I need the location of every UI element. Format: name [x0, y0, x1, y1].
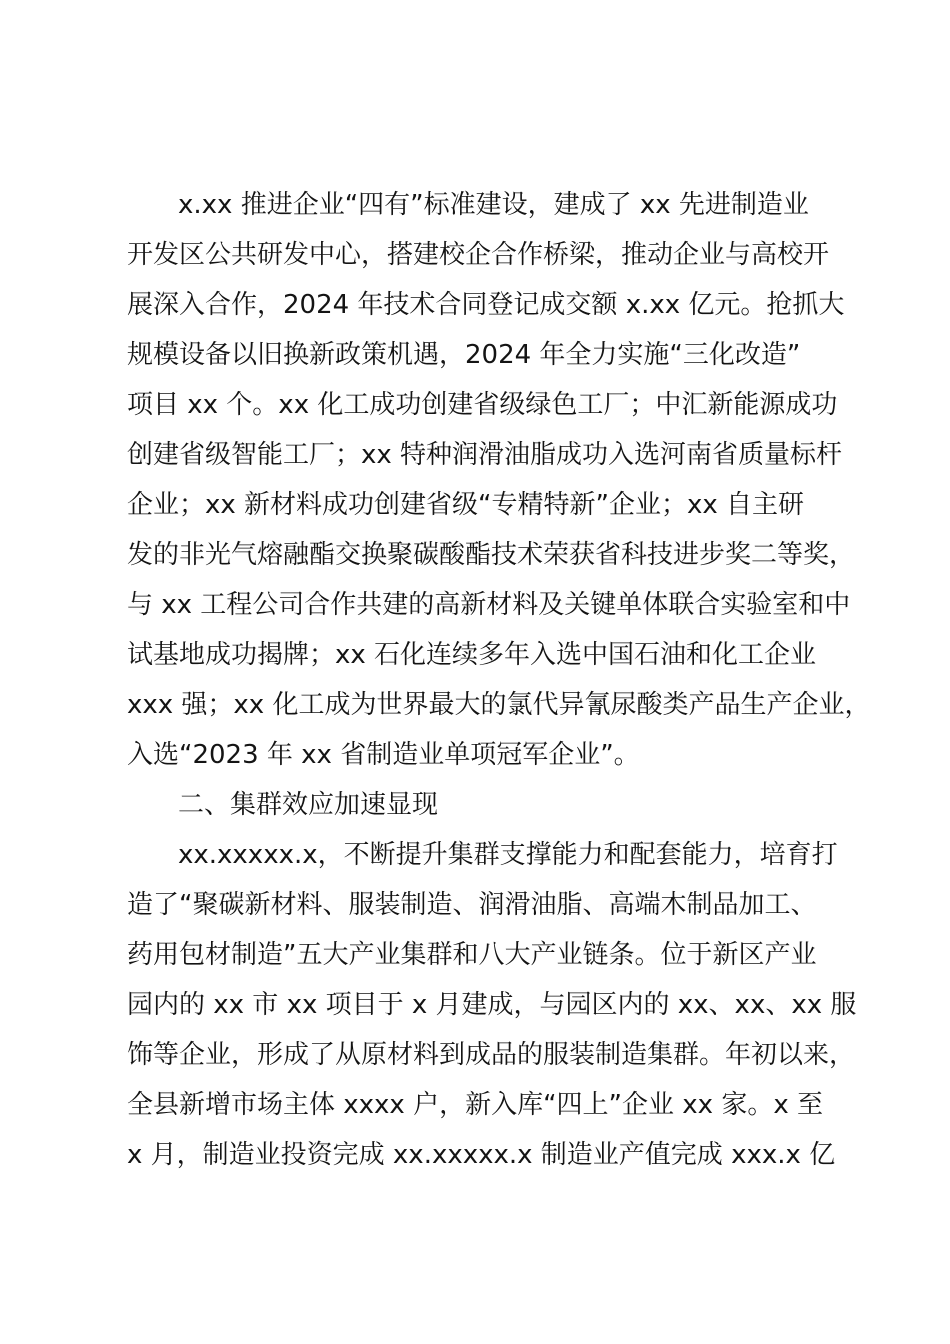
text-line: 造了“聚碳新材料、服装制造、润滑油脂、高端木制品加工、: [127, 890, 817, 920]
text-line: 园内的 xx 市 xx 项目于 x 月建成，与园区内的 xx、xx、xx 服: [127, 990, 857, 1020]
text-line: 项目 xx 个。xx 化工成功创建省级绿色工厂；中汇新能源成功: [127, 390, 838, 420]
text-line: 创建省级智能工厂；xx 特种润滑油脂成功入选河南省质量标杆: [127, 440, 843, 470]
text-line: 规模设备以旧换新政策机遇，2024 年全力实施“三化改造”: [127, 340, 801, 370]
text-line: 开发区公共研发中心，搭建校企合作桥梁，推动企业与高校开: [127, 240, 830, 270]
section-heading: 二、集群效应加速显现: [178, 790, 439, 820]
text-line: 企业；xx 新材料成功创建省级“专精特新”企业；xx 自主研: [127, 490, 805, 520]
text-line: 饰等企业，形成了从原材料到成品的服装制造集群。年初以来，: [127, 1040, 856, 1070]
text-line: x 月，制造业投资完成 xx.xxxxx.x 制造业产值完成 xxx.x 亿: [127, 1140, 836, 1170]
text-line: 试基地成功揭牌；xx 石化连续多年入选中国石油和化工企业: [127, 640, 817, 670]
text-line: 全县新增市场主体 xxxx 户，新入库“四上”企业 xx 家。x 至: [127, 1090, 823, 1120]
text-line: 入选“2023 年 xx 省制造业单项冠军企业”。: [127, 740, 640, 770]
text-line: 展深入合作，2024 年技术合同登记成交额 x.xx 亿元。抢抓大: [127, 290, 845, 320]
text-line: 药用包材制造”五大产业集群和八大产业链条。位于新区产业: [127, 940, 817, 970]
text-line: 与 xx 工程公司合作共建的高新材料及关键单体联合实验室和中: [127, 590, 851, 620]
text-line: xxx 强；xx 化工成为世界最大的氯代异氰尿酸类产品生产企业，: [127, 690, 871, 720]
text-line: x.xx 推进企业“四有”标准建设，建成了 xx 先进制造业: [178, 190, 809, 220]
text-line: xx.xxxxx.x，不断提升集群支撑能力和配套能力，培育打: [178, 840, 838, 870]
text-line: 发的非光气熔融酯交换聚碳酸酯技术荣获省科技进步奖二等奖，: [127, 540, 856, 570]
